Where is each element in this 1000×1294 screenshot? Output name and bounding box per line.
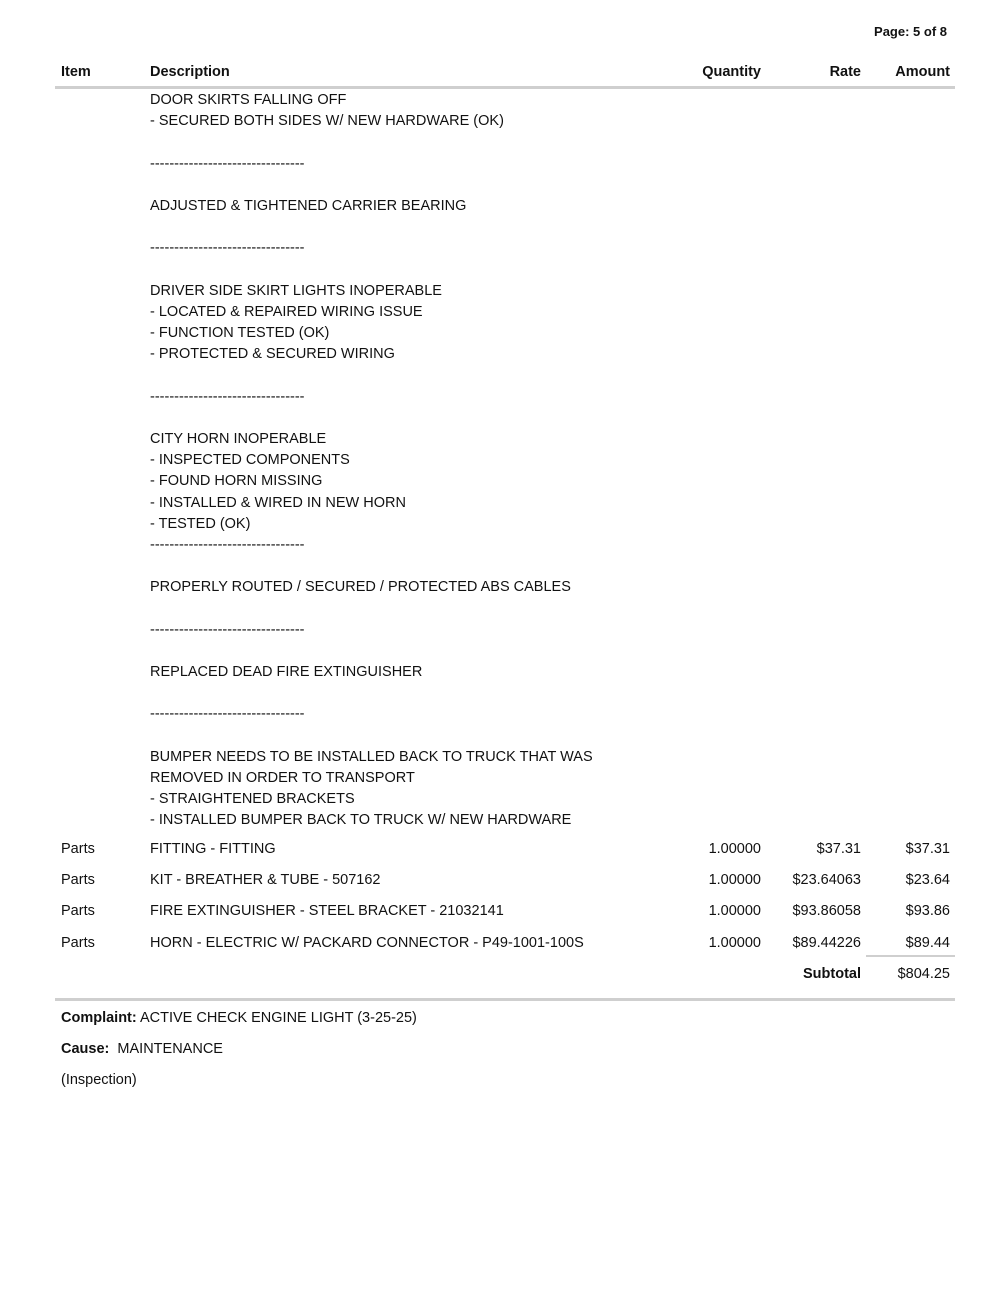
part-description: HORN - ELECTRIC W/ PACKARD CONNECTOR - P49-1001-100S <box>150 934 584 951</box>
part-item: Parts <box>61 841 95 857</box>
table-row <box>0 838 1000 869</box>
description-line <box>150 260 770 281</box>
description-line: - FOUND HORN MISSING <box>150 473 323 490</box>
table-row <box>0 869 1000 900</box>
cause-label: Cause: <box>61 1041 110 1057</box>
description-line <box>150 217 770 238</box>
description-line <box>150 726 770 747</box>
complaint-label: Complaint: <box>61 1010 137 1026</box>
description-line <box>150 175 770 196</box>
description-line <box>150 599 770 620</box>
description-line <box>150 132 770 153</box>
part-rate: $23.64063 <box>792 872 861 889</box>
complaint-line <box>61 1010 417 1026</box>
parts-table <box>0 838 1000 963</box>
description-line <box>150 365 770 386</box>
part-amount: $89.44 <box>905 934 950 951</box>
part-rate: $93.86058 <box>792 903 861 920</box>
description-line: REPLACED DEAD FIRE EXTINGUISHER <box>150 664 423 681</box>
part-item: Parts <box>61 903 95 920</box>
table-row <box>0 900 1000 931</box>
description-line: ADJUSTED & TIGHTENED CARRIER BEARING <box>150 197 467 214</box>
description-line <box>150 408 770 429</box>
part-amount: $93.86 <box>905 903 950 920</box>
description-line <box>150 556 770 577</box>
description-line: -------------------------------- <box>150 536 305 553</box>
description-line: DOOR SKIRTS FALLING OFF <box>150 92 347 108</box>
subtotal-divider <box>866 955 955 957</box>
header-rate: Rate <box>829 64 861 80</box>
part-quantity: 1.00000 <box>708 841 761 857</box>
description-line: -------------------------------- <box>150 240 305 257</box>
description-line: - TESTED (OK) <box>150 515 251 532</box>
cause-line <box>61 1041 223 1057</box>
description-line: - INSPECTED COMPONENTS <box>150 452 350 469</box>
part-description: KIT - BREATHER & TUBE - 507162 <box>150 872 381 889</box>
header-description: Description <box>150 64 230 80</box>
inspection-note: (Inspection) <box>61 1072 137 1088</box>
description-line: - LOCATED & REPAIRED WIRING ISSUE <box>150 303 423 320</box>
description-line <box>150 683 770 704</box>
description-line: DRIVER SIDE SKIRT LIGHTS INOPERABLE <box>150 282 442 299</box>
subtotal-amount: $804.25 <box>897 966 950 982</box>
header-quantity: Quantity <box>702 64 761 80</box>
header-amount: Amount <box>895 64 950 80</box>
description-line: -------------------------------- <box>150 155 305 172</box>
part-rate: $37.31 <box>816 841 861 857</box>
labor-description <box>150 90 770 832</box>
description-line: - SECURED BOTH SIDES W/ NEW HARDWARE (OK) <box>150 113 504 130</box>
description-line: - FUNCTION TESTED (OK) <box>150 325 330 342</box>
part-amount: $37.31 <box>905 841 950 857</box>
page-number: Page: 5 of 8 <box>874 24 947 39</box>
part-quantity: 1.00000 <box>708 872 761 889</box>
part-description: FITTING - FITTING <box>150 841 276 857</box>
description-line <box>150 641 770 662</box>
description-line: REMOVED IN ORDER TO TRANSPORT <box>150 770 415 786</box>
complaint-value: ACTIVE CHECK ENGINE LIGHT (3-25-25) <box>139 1010 417 1026</box>
part-description: FIRE EXTINGUISHER - STEEL BRACKET - 21032141 <box>150 903 504 920</box>
description-line: CITY HORN INOPERABLE <box>150 431 327 447</box>
description-line: PROPERLY ROUTED / SECURED / PROTECTED ABS CABLES <box>150 579 571 596</box>
part-item: Parts <box>61 872 95 889</box>
description-line: -------------------------------- <box>150 706 305 723</box>
subtotal-label: Subtotal <box>803 966 861 982</box>
part-quantity: 1.00000 <box>708 903 761 920</box>
description-line: - STRAIGHTENED BRACKETS <box>150 791 355 808</box>
cause-value: MAINTENANCE <box>117 1041 223 1057</box>
description-line: - PROTECTED & SECURED WIRING <box>150 346 395 363</box>
part-rate: $89.44226 <box>792 934 861 951</box>
description-line: -------------------------------- <box>150 388 305 405</box>
description-line: - INSTALLED BUMPER BACK TO TRUCK W/ NEW HARDWARE <box>150 812 572 829</box>
part-quantity: 1.00000 <box>708 934 761 951</box>
table-row <box>0 932 1000 963</box>
description-line: - INSTALLED & WIRED IN NEW HORN <box>150 494 406 511</box>
header-item: Item <box>61 64 91 80</box>
part-amount: $23.64 <box>905 872 950 889</box>
section-divider <box>55 998 955 1001</box>
header-divider <box>55 86 955 89</box>
part-item: Parts <box>61 934 95 951</box>
description-line: -------------------------------- <box>150 621 305 638</box>
description-line: BUMPER NEEDS TO BE INSTALLED BACK TO TRUCK THAT WAS <box>150 748 593 765</box>
